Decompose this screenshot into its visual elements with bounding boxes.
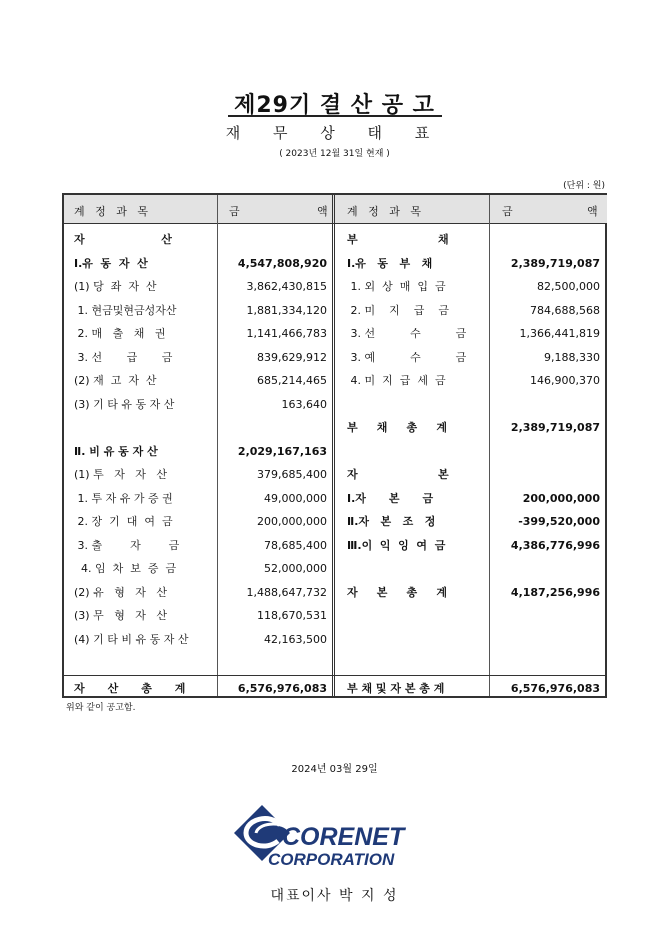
liability-row bbox=[64, 416, 607, 440]
balance-sheet-table bbox=[62, 193, 607, 698]
liability-row bbox=[64, 487, 607, 511]
total-assets-amount: 6,576,976,083 bbox=[237, 682, 327, 695]
asset-row-amount: 52,000,000 bbox=[264, 562, 327, 575]
liability-row-label: 3. 선 수 금 bbox=[347, 327, 467, 340]
asset-row-label: 2. 매 출 채 권 bbox=[74, 327, 166, 340]
asset-row-amount: 200,000,000 bbox=[257, 515, 327, 528]
asset-row-label: (4) 기 타 비 유 동 자 산 bbox=[74, 632, 189, 646]
asset-row-label: 3. 출 자 금 bbox=[74, 538, 180, 552]
liability-row-label: 4. 미 지 급 세 금 bbox=[347, 374, 446, 387]
asset-row-label: (2) 유 형 자 산 bbox=[74, 585, 168, 599]
asset-row-amount: 3,862,430,815 bbox=[246, 280, 327, 293]
notice-statement: 위와 같이 공고함. bbox=[66, 703, 136, 713]
asset-row-amount: 163,640 bbox=[281, 397, 327, 411]
liability-row-amount: 9,188,330 bbox=[544, 350, 600, 364]
header-amount-right-a: 금 bbox=[502, 205, 513, 218]
asset-row-amount: 1,881,334,120 bbox=[246, 303, 327, 317]
asset-row-amount: 379,685,400 bbox=[257, 468, 327, 481]
liability-row-label: 부 채 총 계 bbox=[347, 421, 447, 434]
liability-row-label: 2. 미 지 급 금 bbox=[347, 303, 449, 317]
asset-row bbox=[64, 628, 607, 652]
liability-row bbox=[64, 228, 607, 252]
statement-subtitle: 재 무 상 태 표 bbox=[225, 124, 444, 142]
total-assets-label: 자 산 총 계 bbox=[74, 682, 186, 695]
asset-row-amount: 2,029,167,163 bbox=[237, 444, 327, 458]
asset-row-label: (1) 당 좌 자 산 bbox=[74, 280, 157, 293]
asset-row-amount: 685,214,465 bbox=[257, 374, 327, 387]
liability-row bbox=[64, 322, 607, 346]
asset-row-label: 3. 선 급 금 bbox=[74, 350, 173, 364]
liability-row-label: 3. 예 수 금 bbox=[347, 350, 467, 364]
liability-row bbox=[64, 299, 607, 323]
liability-row-amount: 200,000,000 bbox=[522, 491, 600, 505]
header-account-left: 계 정 과 목 bbox=[74, 205, 148, 218]
asset-row-label: (3) 기 타 유 동 자 산 bbox=[74, 397, 175, 411]
asset-row-label: 1. 투 자 유 가 증 권 bbox=[74, 491, 173, 505]
asset-row-amount: 1,141,466,783 bbox=[246, 327, 327, 340]
title-underline bbox=[228, 115, 442, 117]
logo-line2: CORPORATION bbox=[268, 850, 395, 869]
asset-row-label: 1. 현금및현금성자산 bbox=[74, 303, 177, 317]
liability-row-amount: 4,187,256,996 bbox=[510, 585, 600, 599]
liability-row bbox=[64, 275, 607, 299]
asset-row-amount: 49,000,000 bbox=[264, 491, 327, 505]
as-of-date: ( 2023년 12월 31일 현재 ) bbox=[279, 149, 390, 159]
liability-row-label: Ⅰ.유 동 부 채 bbox=[347, 256, 433, 270]
asset-row bbox=[64, 604, 607, 628]
asset-row-label: 자 산 bbox=[74, 233, 172, 246]
liability-row bbox=[64, 534, 607, 558]
asset-row-label: 4. 임 차 보 증 금 bbox=[74, 562, 177, 575]
total-liab-equity-label: 부 채 및 자 본 총 계 bbox=[347, 682, 445, 695]
totals-row-border bbox=[64, 675, 605, 676]
corenet-logo bbox=[232, 803, 432, 873]
header-amount-left-a: 금 bbox=[229, 205, 240, 218]
asset-row-amount: 1,488,647,732 bbox=[246, 585, 327, 599]
asset-row-amount: 839,629,912 bbox=[257, 350, 327, 364]
asset-row-amount: 78,685,400 bbox=[264, 538, 327, 552]
liability-row bbox=[64, 510, 607, 534]
liability-row-amount: 784,688,568 bbox=[530, 303, 600, 317]
notice-title: 제29기 결 산 공 고 bbox=[234, 93, 435, 118]
liability-row-label: Ⅰ.자 본 금 bbox=[347, 491, 434, 505]
liability-row-amount: -399,520,000 bbox=[518, 515, 600, 528]
asset-row-amount: 118,670,531 bbox=[257, 609, 327, 622]
liability-row-amount: 2,389,719,087 bbox=[510, 256, 600, 270]
asset-row-amount: 42,163,500 bbox=[264, 632, 327, 646]
unit-label: (단위 : 원) bbox=[563, 181, 605, 191]
liability-row-label: 부 채 bbox=[347, 233, 449, 246]
liability-row-label: 자 본 bbox=[347, 468, 449, 481]
liability-row-amount: 82,500,000 bbox=[537, 280, 600, 293]
logo-line1: CORENET bbox=[282, 823, 405, 851]
liability-row-amount: 1,366,441,819 bbox=[519, 327, 600, 340]
liability-row-amount: 146,900,370 bbox=[530, 374, 600, 387]
asset-row-label: (3) 무 형 자 산 bbox=[74, 609, 168, 622]
liability-row bbox=[64, 369, 607, 393]
liability-row bbox=[64, 252, 607, 276]
liability-row bbox=[64, 463, 607, 487]
liability-row bbox=[64, 557, 607, 581]
asset-row-label: (1) 투 자 자 산 bbox=[74, 468, 168, 481]
liability-row-label: Ⅲ.이 익 잉 여 금 bbox=[347, 538, 446, 552]
liability-row-label: Ⅱ.자 본 조 정 bbox=[347, 515, 436, 528]
ceo-signature: 대표이사 박 지 성 bbox=[270, 888, 399, 904]
asset-row-amount: 4,547,808,920 bbox=[237, 256, 327, 270]
asset-row-label: Ⅰ.유 동 자 산 bbox=[74, 256, 148, 270]
liability-row-label: 자 본 총 계 bbox=[347, 585, 447, 599]
header-amount-left-b: 액 bbox=[317, 205, 328, 218]
total-liab-equity-amount: 6,576,976,083 bbox=[510, 682, 600, 695]
liability-row bbox=[64, 440, 607, 464]
header-amount-right-b: 액 bbox=[587, 205, 598, 218]
header-account-right: 계 정 과 목 bbox=[347, 205, 421, 218]
liability-row-label: 1. 외 상 매 입 금 bbox=[347, 280, 446, 293]
liability-row bbox=[64, 346, 607, 370]
asset-row-label: 2. 장 기 대 여 금 bbox=[74, 515, 173, 528]
liability-row-amount: 4,386,776,996 bbox=[510, 538, 600, 552]
notice-date: 2024년 03월 29일 bbox=[291, 764, 378, 775]
asset-row-label: (2) 재 고 자 산 bbox=[74, 374, 157, 387]
asset-row-label: Ⅱ. 비 유 동 자 산 bbox=[74, 444, 158, 458]
liability-row bbox=[64, 393, 607, 417]
liability-row-amount: 2,389,719,087 bbox=[510, 421, 600, 434]
liability-row bbox=[64, 581, 607, 605]
